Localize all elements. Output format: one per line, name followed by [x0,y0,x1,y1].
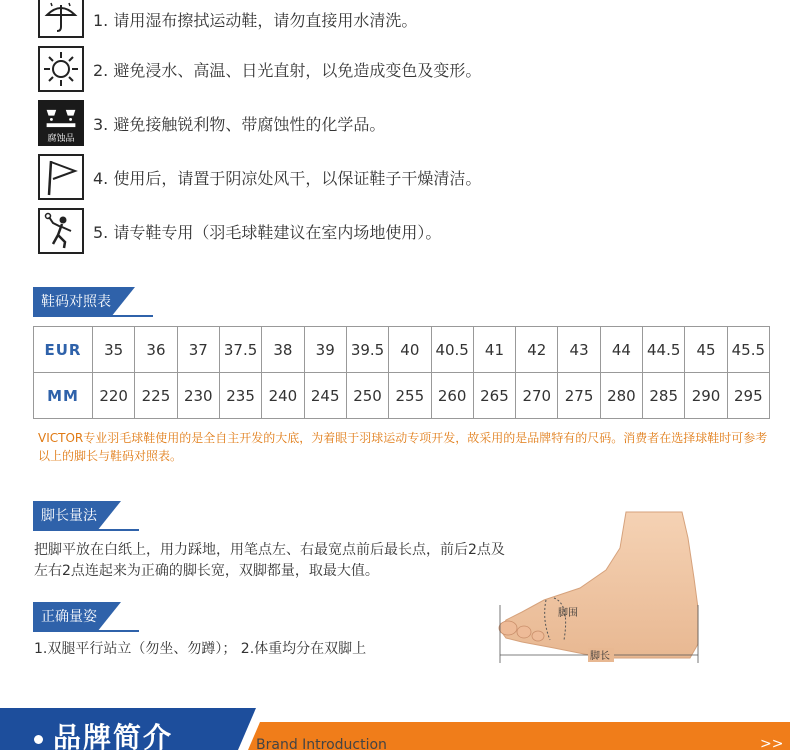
eur-label: EUR [34,327,93,373]
mm-size-cell: 245 [304,373,346,419]
eur-size-cell: 39 [304,327,346,373]
eur-size-cell: 43 [558,327,600,373]
measure-title: 脚长量法 [33,501,97,531]
care-item-4 [38,154,481,200]
measure-underline [33,529,139,531]
eur-row [34,327,770,373]
eur-size-cell: 40.5 [431,327,473,373]
brand-subtitle: Brand Introduction [256,737,387,750]
measure-text: 把脚平放在白纸上，用力踩地，用笔点左、右最宽点前后最长点，前后2点及左右2点连起来为正确的脚长宽，双脚都量，取最大值。 [34,542,505,579]
care-item-5 [38,208,441,254]
eur-size-cell: 42 [516,327,558,373]
eur-size-cell: 45 [685,327,727,373]
care-text-4: 4. 使用后，请置于阴凉处风干，以保证鞋子干燥清洁。 [93,168,482,188]
mm-size-cell: 235 [219,373,261,419]
foot-girth-label: 脚围 [558,608,578,619]
mm-label: MM [34,373,93,419]
eur-size-cell: 37 [177,327,219,373]
brand-title-text: 品牌简介 [53,721,174,750]
badminton-player-icon [38,208,84,254]
mm-size-cell: 280 [600,373,642,419]
measure-tab [33,501,121,531]
bullet-dot-icon [34,735,43,744]
stance-text: 1.双腿平行站立（勿坐、勿蹲）； 2.体重均分在双脚上 [34,641,367,657]
size-note: VICTOR专业羽毛球鞋使用的是全自主开发的大底，为着眼于羽球运动专项开发，故采用的是品牌特有的尺码。消费者在选择球鞋时可参考以上的脚长与鞋码对照表。 [38,431,768,463]
mm-size-cell: 240 [262,373,304,419]
care-text-1: 1. 请用湿布擦拭运动鞋，请勿直接用水清洗。 [93,10,418,30]
eur-size-cell: 44.5 [643,327,685,373]
mm-size-cell: 295 [727,373,769,419]
eur-size-cell: 40 [389,327,431,373]
foot-length-label: 脚长 [590,651,610,662]
stance-title: 正确量姿 [33,602,97,632]
eur-size-cell: 45.5 [727,327,769,373]
stance-underline [33,630,139,632]
mm-size-cell: 290 [685,373,727,419]
care-item-1 [38,0,417,38]
care-item-2 [38,46,481,92]
mm-size-cell: 230 [177,373,219,419]
double-chevron-icon: >> [760,736,784,750]
flag-icon [38,154,84,200]
eur-size-cell: 36 [135,327,177,373]
mm-size-cell: 255 [389,373,431,419]
size-table [33,326,770,419]
eur-size-cell: 39.5 [346,327,388,373]
mm-row [34,373,770,419]
eur-size-cell: 38 [262,327,304,373]
stance-tab [33,602,121,632]
corrosive-icon [38,100,84,146]
tab-tail-shape [97,602,121,632]
eur-size-cell: 35 [93,327,135,373]
foot-illustration [484,508,710,668]
corrosive-label: 腐蚀品 [47,134,75,144]
brand-title [34,716,173,750]
eur-size-cell: 41 [473,327,515,373]
tab-tail-shape [97,501,121,531]
mm-size-cell: 270 [516,373,558,419]
mm-size-cell: 265 [473,373,515,419]
mm-size-cell: 220 [93,373,135,419]
mm-size-cell: 275 [558,373,600,419]
sun-icon [38,46,84,92]
eur-size-cell: 44 [600,327,642,373]
size-chart-title: 鞋码对照表 [33,287,111,317]
tab-tail-shape [111,287,135,317]
mm-size-cell: 260 [431,373,473,419]
care-text-3: 3. 避免接触锐利物、带腐蚀性的化学品。 [93,114,386,134]
mm-size-cell: 225 [135,373,177,419]
eur-size-cell: 37.5 [219,327,261,373]
size-chart-tab [33,287,135,317]
care-text-5: 5. 请专鞋专用（羽毛球鞋建议在室内场地使用）。 [93,222,442,242]
size-chart-underline [33,315,153,317]
mm-size-cell: 285 [643,373,685,419]
care-text-2: 2. 避免浸水、高温、日光直射，以免造成变色及变形。 [93,60,482,80]
care-item-3 [38,100,385,146]
umbrella-icon [38,0,84,38]
mm-size-cell: 250 [346,373,388,419]
